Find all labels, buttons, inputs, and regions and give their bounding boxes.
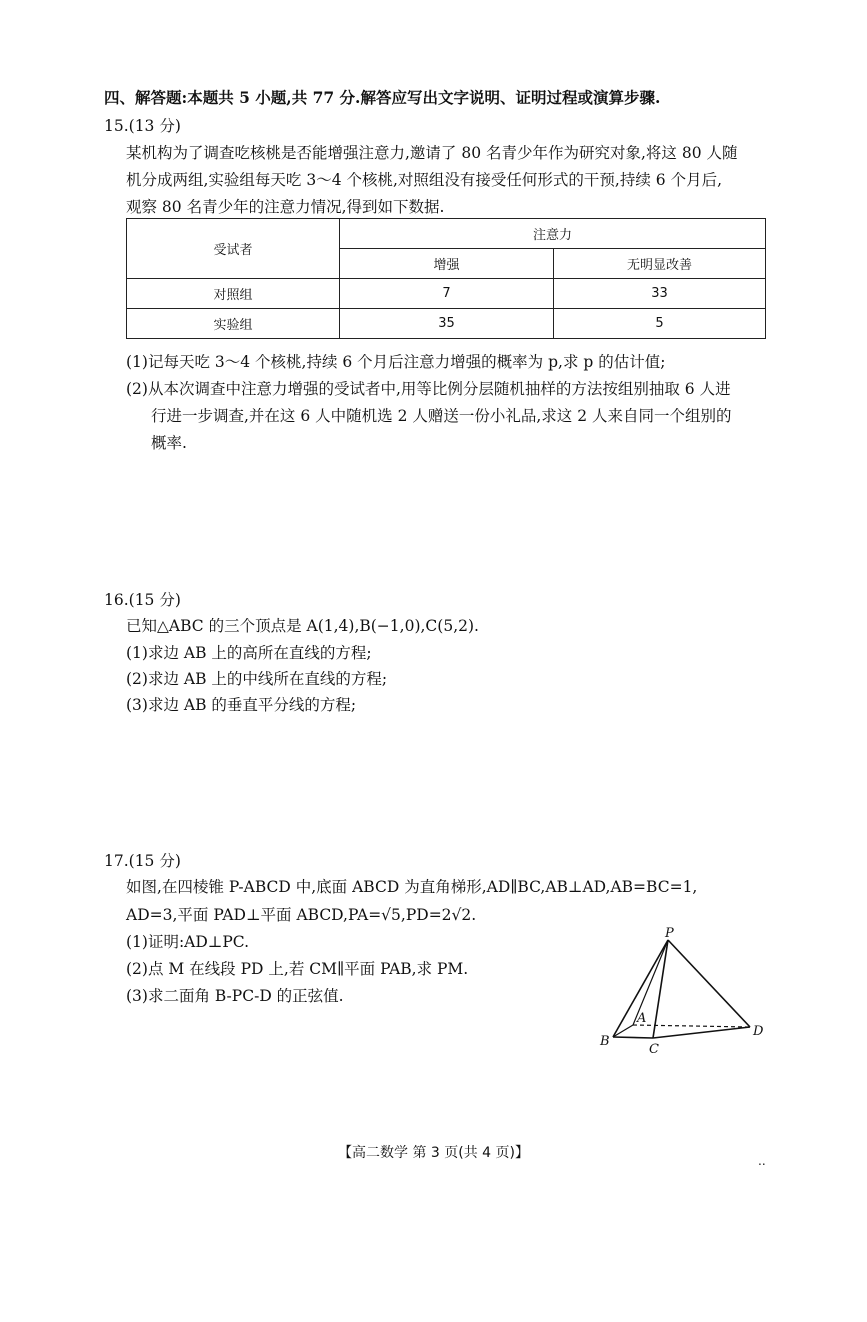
q15-part-1: (1)记每天吃 3～4 个核桃,持续 6 个月后注意力增强的概率为 p,求 p 的估计值; [126,353,666,371]
q16-part-3: (3)求边 AB 的垂直平分线的方程; [126,696,357,714]
table-group-header: 注意力 [340,219,766,249]
label-b: B [600,1034,610,1049]
edge-bc [613,1037,653,1038]
table-row [127,309,766,339]
edge-ad-hidden [633,1025,750,1027]
q15-part-2-line-3: 概率. [151,434,187,452]
pyramid-figure [595,925,775,1060]
label-a: A [637,1011,647,1026]
table-row-label: 实验组 [127,309,340,339]
table-row-label: 对照组 [127,279,340,309]
q17-stem-line-1: 如图,在四棱锥 P-ABCD 中,底面 ABCD 为直角梯形,AD∥BC,AB⊥AD,AB=BC=1, [126,878,698,896]
section-header: 四、解答题:本题共 5 小题,共 77 分.解答应写出文字说明、证明过程或演算步骤. [104,88,661,107]
attention-data-table [126,218,766,339]
q16-part-1: (1)求边 AB 上的高所在直线的方程; [126,644,372,662]
q15-stem-line-3: 观察 80 名青少年的注意力情况,得到如下数据. [126,198,445,216]
q17-part-2: (2)点 M 在线段 PD 上,若 CM∥平面 PAB,求 PM. [126,960,469,978]
q16-number: 16.(15 分) [104,591,181,609]
table-col-header-no-improvement: 无明显改善 [554,249,766,279]
edge-pd [668,940,750,1027]
label-p: P [665,926,674,941]
table-row [127,279,766,309]
label-d: D [753,1024,764,1039]
q15-part-2-line-2: 行进一步调查,并在这 6 人中随机选 2 人赠送一份小礼品,求这 2 人来自同一个组别的 [151,407,732,425]
q17-part-3: (3)求二面角 B-PC-D 的正弦值. [126,987,344,1005]
q16-stem: 已知△ABC 的三个顶点是 A(1,4),B(−1,0),C(5,2). [126,617,479,635]
table-row-header: 受试者 [127,219,340,279]
q16-part-2: (2)求边 AB 上的中线所在直线的方程; [126,670,388,688]
page-footer: 【高二数学 第 3 页(共 4 页)】 [338,1145,529,1161]
edge-cd [653,1027,750,1038]
table-col-header-enhanced: 增强 [340,249,554,279]
table-cell: 33 [554,279,766,309]
label-c: C [649,1042,659,1057]
q17-part-1: (1)证明:AD⊥PC. [126,933,250,951]
q15-stem-line-2: 机分成两组,实验组每天吃 3～4 个核桃,对照组没有接受任何形式的干预,持续 6 个月后, [126,171,723,189]
q17-stem-line-2: AD=3,平面 PAD⊥平面 ABCD,PA=√5,PD=2√2. [126,906,477,924]
table-cell: 7 [340,279,554,309]
corner-mark: .. [758,1154,766,1168]
q17-number: 17.(15 分) [104,852,181,870]
table-cell: 35 [340,309,554,339]
table-cell: 5 [554,309,766,339]
q15-number: 15.(13 分) [104,117,181,135]
q15-part-2-line-1: (2)从本次调查中注意力增强的受试者中,用等比例分层随机抽样的方法按组别抽取 6 人进 [126,380,731,398]
q15-stem-line-1: 某机构为了调查吃核桃是否能增强注意力,邀请了 80 名青少年作为研究对象,将这 80 人随 [126,144,738,162]
